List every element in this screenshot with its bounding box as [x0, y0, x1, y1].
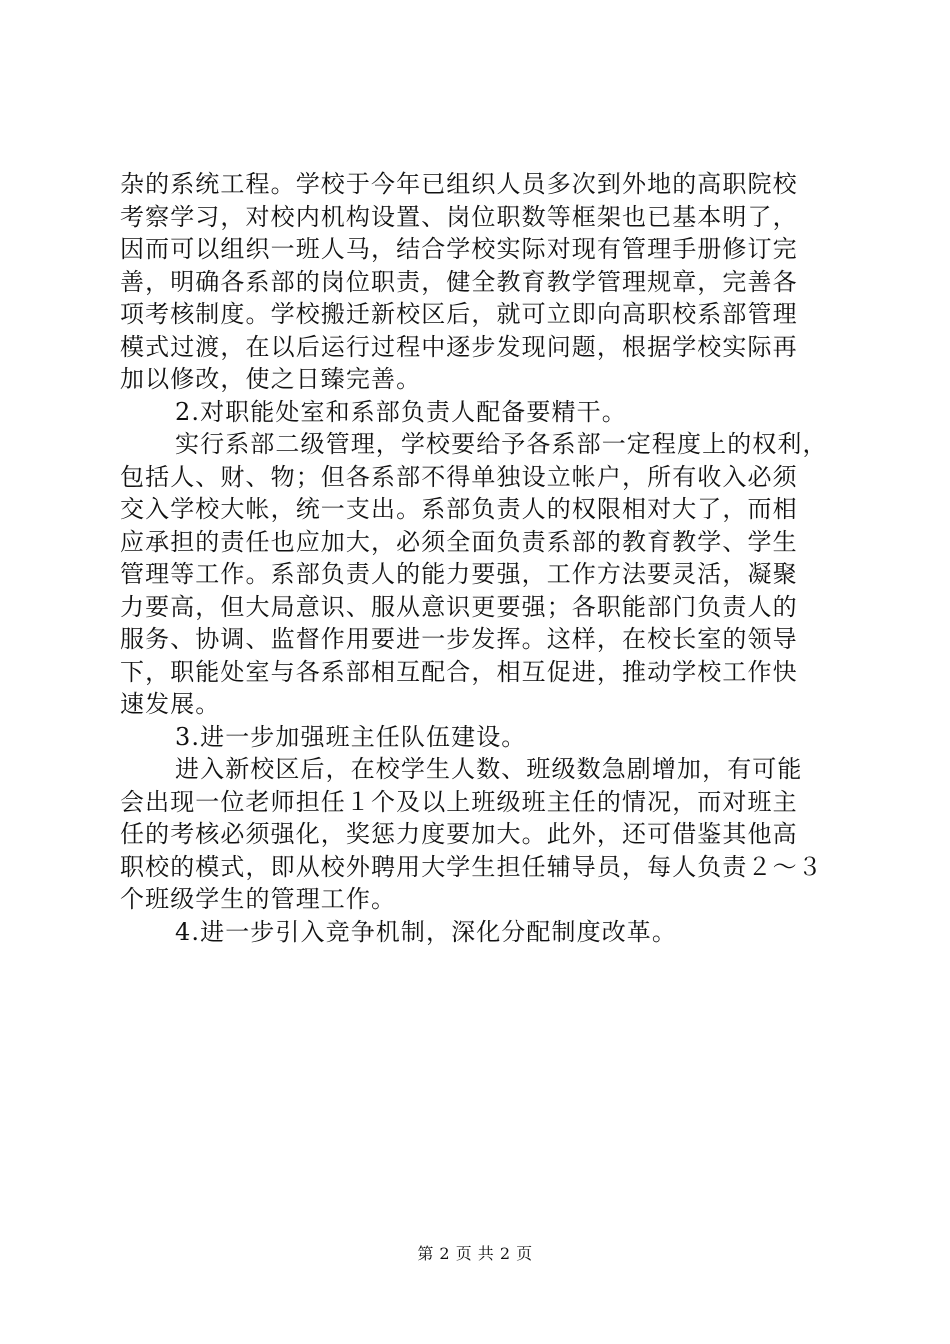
text-line: 包括人、财、物；但各系部不得单独设立帐户，所有收入必须	[120, 462, 798, 491]
text-line: 交入学校大帐，统一支出。系部负责人的权限相对大了，而相	[120, 495, 798, 523]
text-line: 善，明确各系部的岗位职责，健全教育教学管理规章，完善各	[120, 267, 798, 296]
section-heading: 2.对职能处室和系部负责人配备要精干。	[175, 397, 627, 426]
text-line: 应承担的责任也应加大，必须全面负责系部的教育教学、学生	[120, 527, 798, 556]
text-line: 加以修改，使之日臻完善。	[120, 365, 422, 393]
paragraph-first-line: 进入新校区后，在校学生人数、班级数急剧增加，有可能	[175, 755, 803, 783]
text-line: 下，职能处室与各系部相互配合，相互促进，推动学校工作快	[120, 657, 798, 686]
text-line: 杂的系统工程。学校于今年已组织人员多次到外地的高职院校	[120, 170, 798, 198]
page-number-footer: 第 2 页 共 2 页	[417, 1244, 533, 1263]
text-line: 因而可以组织一班人马，结合学校实际对现有管理手册修订完	[120, 235, 798, 263]
text-line: 力要高，但大局意识、服从意识更要强；各职能部门负责人的	[120, 592, 798, 621]
section-heading: 4.进一步引入竞争机制，深化分配制度改革。	[175, 917, 677, 946]
text-line: 考察学习，对校内机构设置、岗位职数等框架也已基本明了，	[120, 202, 798, 231]
text-line: 服务、协调、监督作用要进一步发挥。这样，在校长室的领导	[120, 625, 798, 653]
section-heading: 3.进一步加强班主任队伍建设。	[175, 722, 527, 751]
text-line: 会出现一位老师担任１个及以上班级班主任的情况，而对班主	[120, 787, 798, 816]
text-line: 项考核制度。学校搬迁新校区后，就可立即向高职校系部管理	[120, 300, 798, 328]
text-line: 任的考核必须强化，奖惩力度要加大。此外，还可借鉴其他高	[120, 820, 798, 848]
paragraph-first-line: 实行系部二级管理，学校要给予各系部一定程度上的权利，	[175, 430, 828, 458]
text-line: 职校的模式，即从校外聘用大学生担任辅导员，每人负责２～３	[120, 852, 823, 881]
text-line: 个班级学生的管理工作。	[120, 885, 397, 913]
text-line: 模式过渡，在以后运行过程中逐步发现问题，根据学校实际再	[120, 332, 798, 361]
text-line: 管理等工作。系部负责人的能力要强，工作方法要灵活，凝聚	[120, 560, 798, 588]
text-line: 速发展。	[120, 690, 221, 718]
document-body	[120, 168, 836, 948]
